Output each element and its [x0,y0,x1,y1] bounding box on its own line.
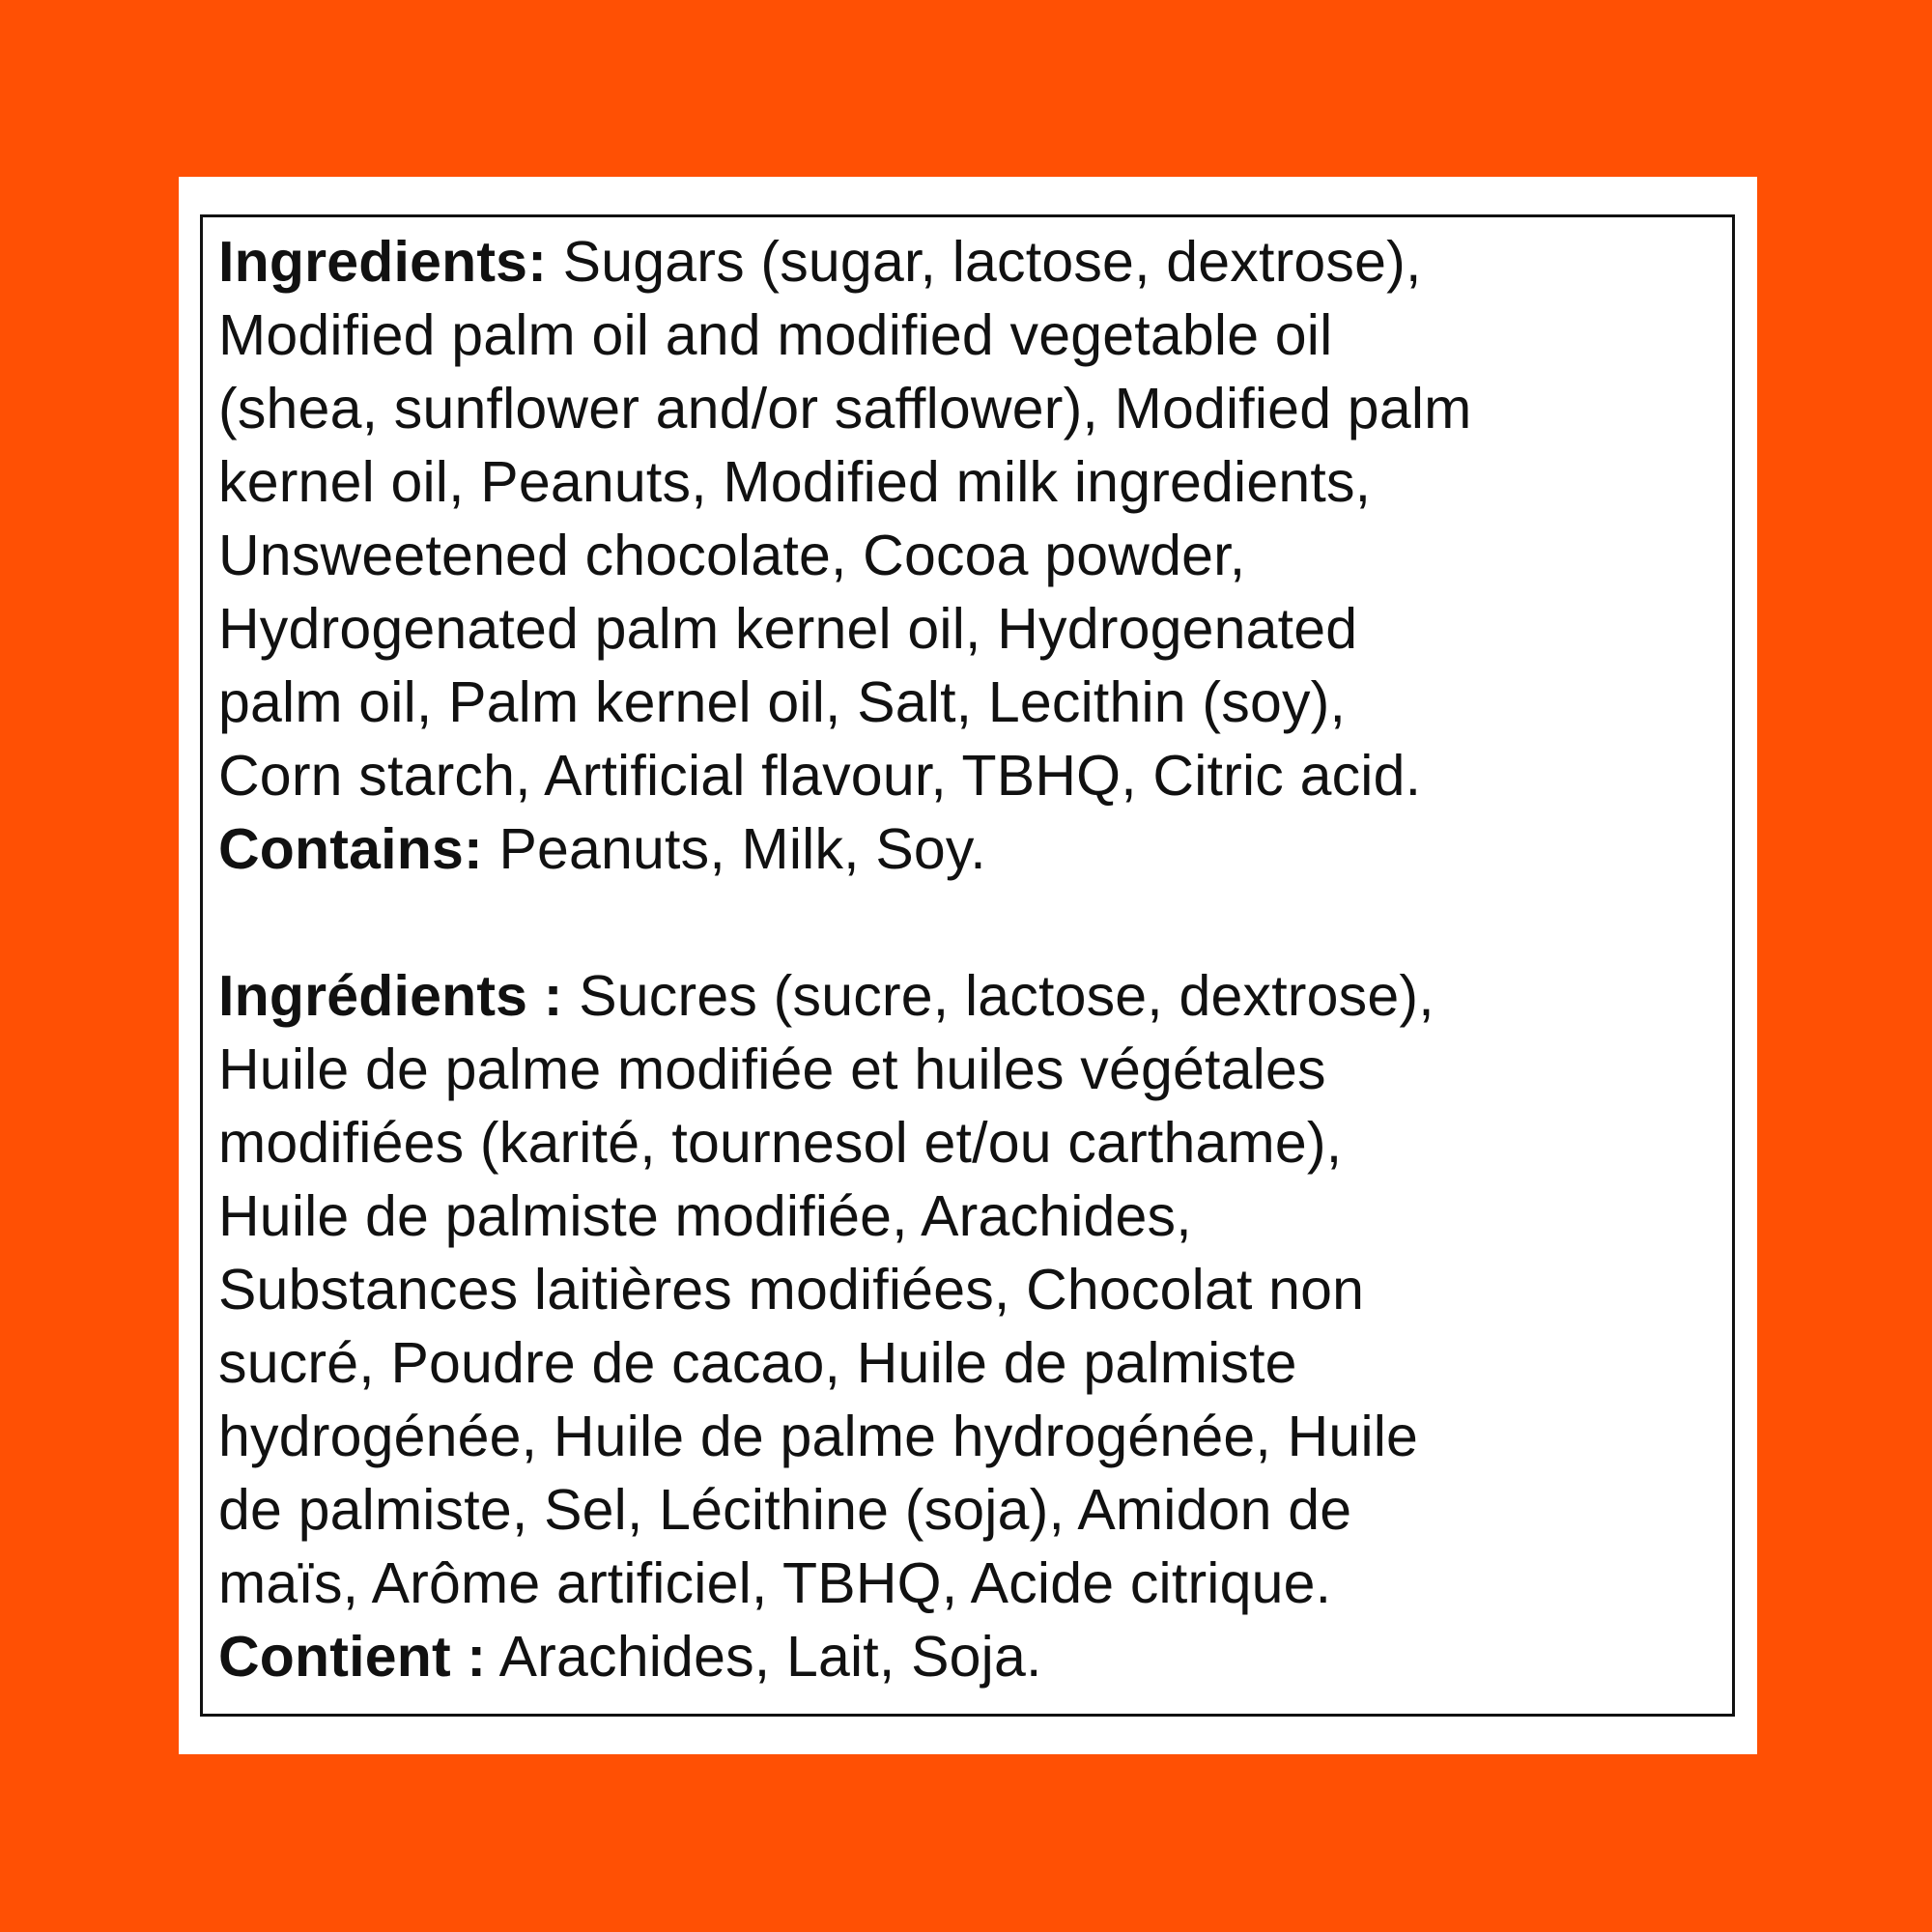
french-ingredients-text: hydrogénée, Huile de palme hydrogénée, Huile [218,1405,1419,1468]
english-ingredients-text: kernel oil, Peanuts, Modified milk ingredients, [218,450,1372,514]
english-ingredients-line [218,225,1725,298]
english-ingredients-text: Modified palm oil and modified vegetable oil [218,303,1333,367]
french-contains-heading: Contient : [218,1625,487,1689]
french-ingredients-text: maïs, Arôme artificiel, TBHQ, Acide citrique. [218,1551,1332,1615]
ingredients-text-block [218,225,1725,1693]
section-spacer [218,886,1725,959]
french-ingredients-text: Huile de palme modifiée et huiles végétales [218,1037,1326,1101]
english-ingredients-text: Sugars (sugar, lactose, dextrose), [562,230,1422,294]
french-contains-line [218,1620,1725,1693]
french-ingredients-text: modifiées (karité, tournesol et/ou carthame), [218,1111,1343,1175]
english-contains-line [218,812,1725,886]
french-ingredients-heading: Ingrédients : [218,964,563,1028]
english-contains-text: Peanuts, Milk, Soy. [498,817,986,881]
french-ingredients-text: de palmiste, Sel, Lécithine (soja), Amidon de [218,1478,1352,1542]
english-ingredients-text: (shea, sunflower and/or safflower), Modified palm [218,377,1472,440]
french-ingredients-text: Substances laitières modifiées, Chocolat non [218,1258,1365,1321]
english-ingredients-heading: Ingredients: [218,230,548,294]
french-ingredients-text: Sucres (sucre, lactose, dextrose), [579,964,1435,1028]
french-ingredients-text: sucré, Poudre de cacao, Huile de palmiste [218,1331,1297,1395]
english-contains-heading: Contains: [218,817,483,881]
english-ingredients-text: Unsweetened chocolate, Cocoa powder, [218,524,1246,587]
english-ingredients-text: Hydrogenated palm kernel oil, Hydrogenated [218,597,1358,661]
english-ingredients-text: Corn starch, Artificial flavour, TBHQ, Citric acid. [218,744,1422,808]
french-contains-text: Arachides, Lait, Soja. [498,1625,1042,1689]
french-ingredients-text: Huile de palmiste modifiée, Arachides, [218,1184,1192,1248]
english-ingredients-text: palm oil, Palm kernel oil, Salt, Lecithin (soy), [218,670,1347,734]
french-ingredients-line [218,959,1725,1033]
